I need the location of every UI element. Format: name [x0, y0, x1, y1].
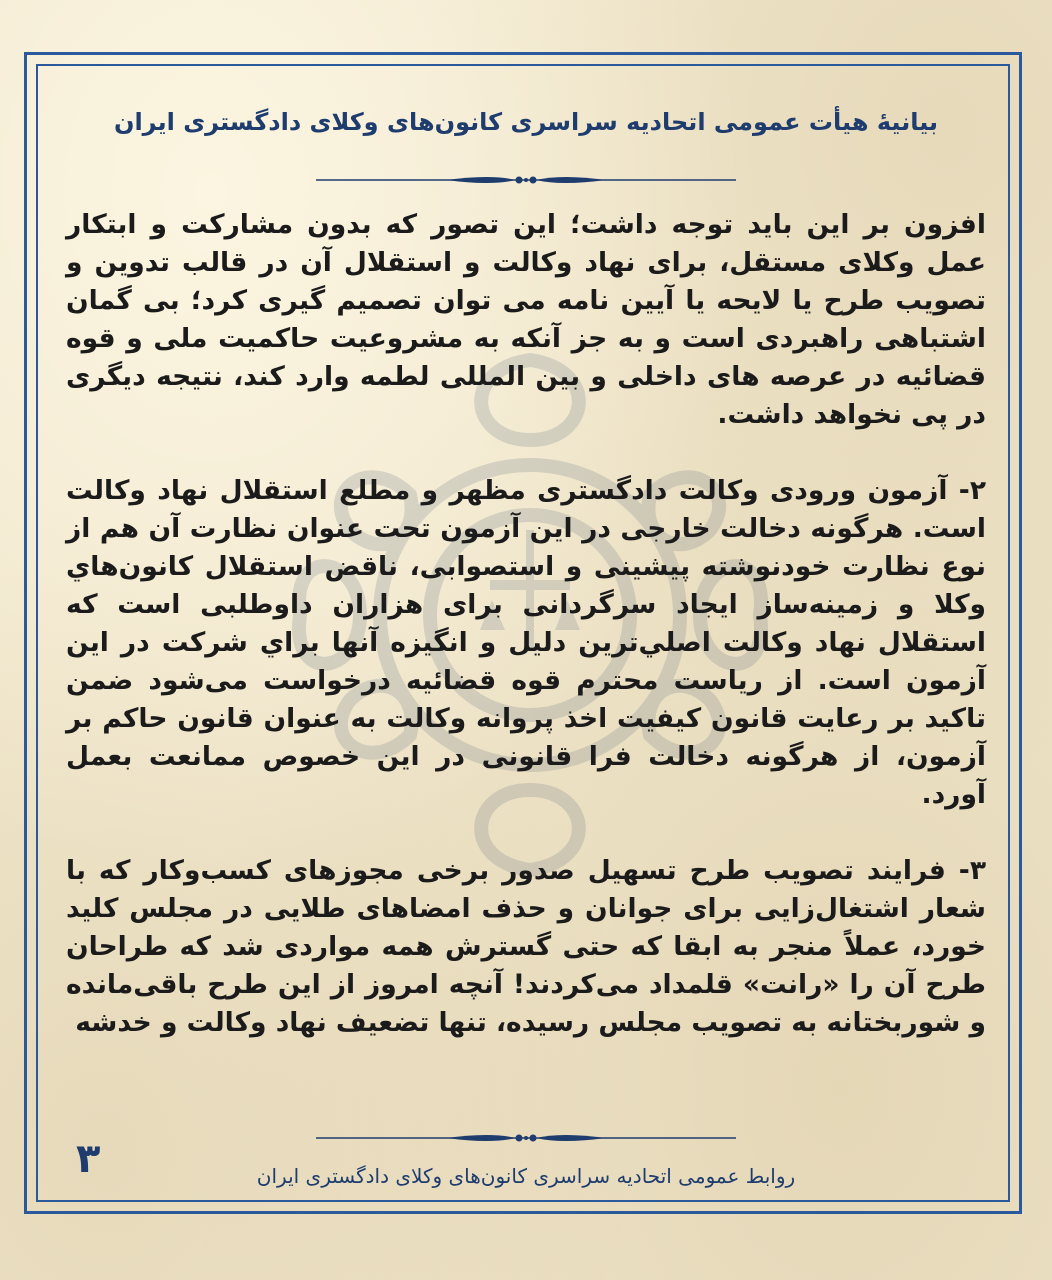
- footer-credit: روابط عمومی اتحادیه سراسری کانون‌های وکلای دادگستری ایران: [256, 1164, 796, 1188]
- paragraph-item-3: ۳- فرایند تصویب طرح تسهیل صدور برخی مجوزهای کسب‌وکار که با شعار اشتغال‌زایی برای جوانان و حذف امضاهای طلایی در مجلس کلید خورد، عملاً منجر به ابقا که حتی گسترش همه مواردی شد که طراحان طرح آن را «رانت» قلمداد می‌کردند! آنچه امروز از این طرح باقی‌مانده و شوربختانه به تصویب مجلس رسیده، تنها تضعیف نهاد وکالت و خدشه: [66, 855, 986, 1038]
- page-title: بیانیۀ هیأت عمومی اتحادیه سراسری کانون‌های وکلای دادگستری ایران: [113, 108, 939, 136]
- divider-ornament-top: [316, 172, 736, 188]
- divider-ornament-bottom: [316, 1130, 736, 1146]
- paragraph-item-2: ۲- آزمون ورودی وکالت دادگستری مظهر و مطلع استقلال نهاد وکالت است. هرگونه دخالت خارجی در این آزمون تحت عنوان نظارت آن هم از نوع نظارت خودنوشته پیشینی و استصوابی، ناقض استقلال کانون‌هاي وکلا و زمینه‌ساز ایجاد سرگردانی برای هزاران داوطلبی است که استقلال نهاد وکالت اصلي‌ترین دلیل و انگیزه آنها براي شرکت در این آزمون است. از ریاست محترم قوه قضائیه درخواست می‌شود ضمن تاکید بر رعایت قانون کیفیت اخذ پروانه وکالت به عنوان قانون حاکم بر آزمون، از هرگونه دخالت فرا قانونی در این خصوص ممانعت بعمل آورد.: [66, 475, 986, 810]
- page-number: ۳: [76, 1136, 101, 1182]
- paragraph-intro: افزون بر این باید توجه داشت؛ این تصور که بدون مشارکت و ابتکار عمل وکلای مستقل، برای نهاد وکالت و استقلال آن در قالب تدوین و تصویب طرح یا لایحه یا آیین نامه می توان تصمیم گیری کرد؛ بی گمان اشتباهی راهبردی است و به جز آنکه به مشروعیت حاکمیت ملی و قوه قضائیه در عرصه های داخلی و بین المللی لطمه وارد کند، نتیجه دیگری در پی نخواهد داشت.: [66, 209, 986, 430]
- statement-body: [66, 206, 986, 1080]
